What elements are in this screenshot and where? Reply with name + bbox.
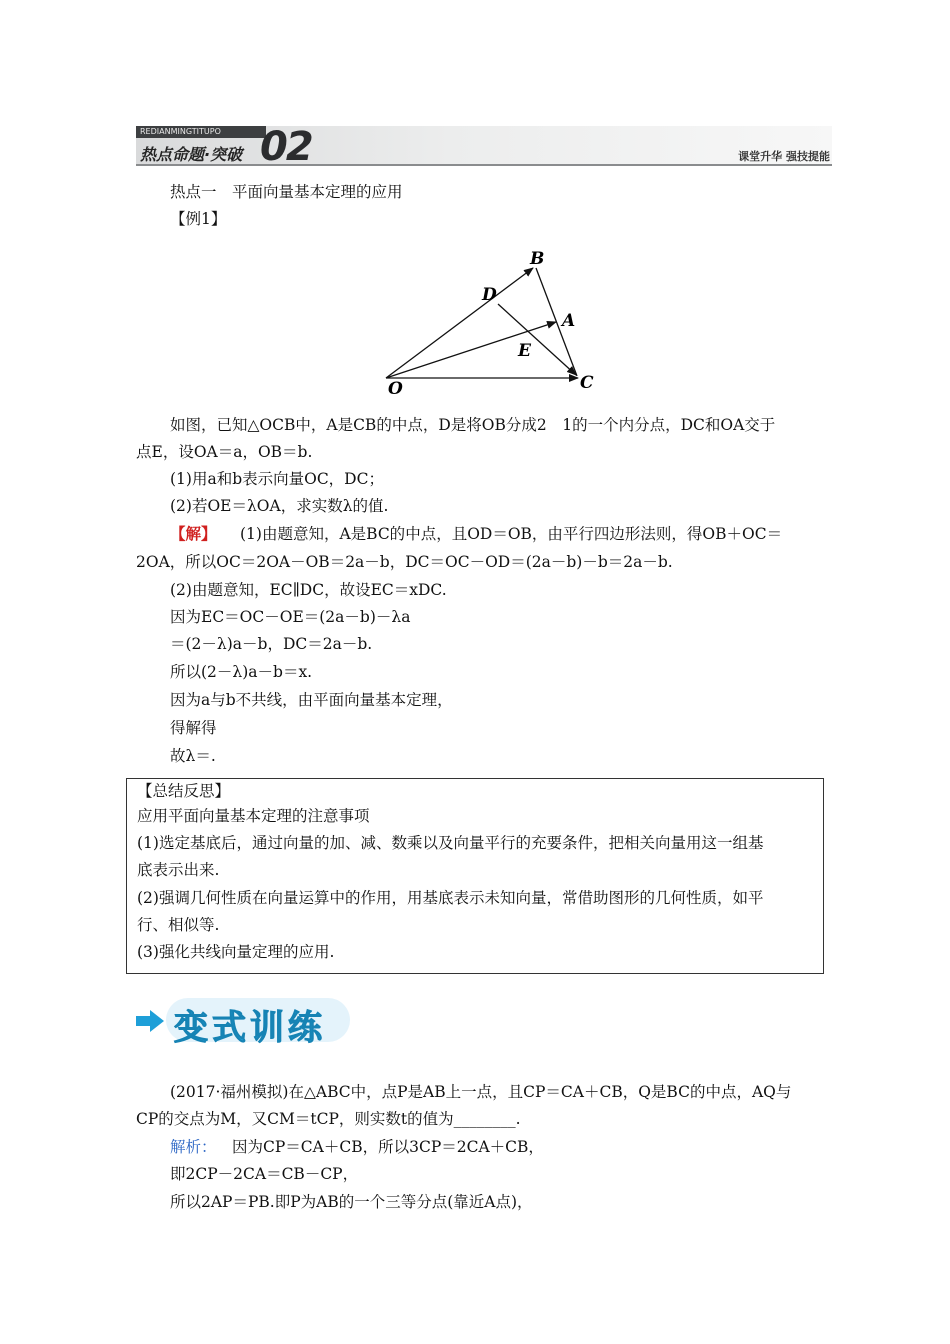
- variant-training-heading: [136, 996, 356, 1046]
- question-1: (1)用a和b表示向量OC，DC；: [170, 470, 384, 488]
- summary-point-1a: (1)选定基底后，通过向量的加、减、数乘以及向量平行的充要条件，把相关向量用这一组基: [137, 834, 764, 852]
- solution-line-4: 因为EC＝OC－OE＝(2a－b)－λa: [170, 608, 411, 626]
- solution-line-8: 得解得: [170, 719, 217, 737]
- solution-line-5: ＝(2－λ)a－b，DC＝2a－b.: [170, 635, 373, 653]
- summary-box: [126, 778, 824, 974]
- section-banner: [136, 124, 832, 170]
- solution-line-3: (2)由题意知，EC∥DC，故设EC＝xDC.: [170, 581, 447, 599]
- variant-question-2: CP的交点为M，又CM＝tCP，则实数t的值为________.: [136, 1110, 521, 1128]
- banner-number: 02: [260, 124, 312, 170]
- label-O: O: [388, 379, 403, 399]
- summary-point-1b: 底表示出来.: [137, 861, 220, 879]
- solution-line-1: (1)由题意知，A是BC的中点，且OD＝OB，由平行四边形法则，得OB＋OC＝: [240, 525, 783, 543]
- label-C: C: [580, 373, 594, 393]
- banner-slogan: 课堂升华 强技提能: [738, 150, 830, 163]
- arrow-right-icon: [136, 1010, 164, 1032]
- solution-line-7: 因为a与b不共线，由平面向量基本定理，: [170, 691, 453, 709]
- banner-title: 热点命题·突破: [140, 145, 243, 164]
- solution-line-6: 所以(2－λ)a－b＝x.: [170, 663, 313, 681]
- problem-line-1: 如图，已知△OCB中，A是CB的中点，D是将OB分成2 1的一个内分点，DC和OA交于: [170, 416, 776, 434]
- label-B: B: [530, 249, 545, 269]
- answer-line-2: 即2CP－2CA＝CB－CP，: [170, 1165, 359, 1183]
- answer-label: 解析：: [170, 1138, 217, 1156]
- label-E: E: [518, 341, 531, 361]
- summary-point-3: (3)强化共线向量定理的应用.: [137, 943, 335, 961]
- answer-line-3: 所以2AP＝PB.即P为AB的一个三等分点(靠近A点)，: [170, 1193, 533, 1211]
- label-D: D: [482, 285, 497, 305]
- summary-title: 【总结反思】: [137, 782, 231, 800]
- solution-line-9: 故λ＝.: [170, 747, 216, 765]
- label-A: A: [562, 311, 576, 331]
- segment-OB: [386, 268, 533, 378]
- summary-point-2b: 行、相似等.: [137, 916, 220, 934]
- question-2: (2)若OE＝λOA，求实数λ的值.: [170, 497, 389, 515]
- example-label: 【例1】: [170, 210, 227, 228]
- variant-question-1: (2017·福州模拟)在△ABC中，点P是AB上一点，且CP＝CA＋CB，Q是BC的中点，AQ与: [170, 1083, 792, 1101]
- variant-heading-text: 变式训练: [174, 1008, 326, 1048]
- summary-subtitle: 应用平面向量基本定理的注意事项: [137, 807, 370, 825]
- solution-label: 【解】: [170, 524, 217, 543]
- solution-line-2: 2OA，所以OC＝2OA－OB＝2a－b，DC＝OC－OD＝(2a－b)－b＝2a－b.: [136, 553, 673, 571]
- answer-line-1: 因为CP＝CA＋CB，所以3CP＝2CA＋CB，: [232, 1138, 544, 1156]
- summary-point-2a: (2)强调几何性质在向量运算中的作用，用基底表示未知向量，常借助图形的几何性质，如平: [137, 889, 764, 907]
- banner-tag: REDIANMINGTITUPO: [136, 126, 266, 138]
- section-title: 热点一 平面向量基本定理的应用: [170, 183, 403, 201]
- problem-line-2: 点E，设OA＝a，OB＝b.: [136, 443, 313, 461]
- vector-triangle-figure: [370, 240, 610, 400]
